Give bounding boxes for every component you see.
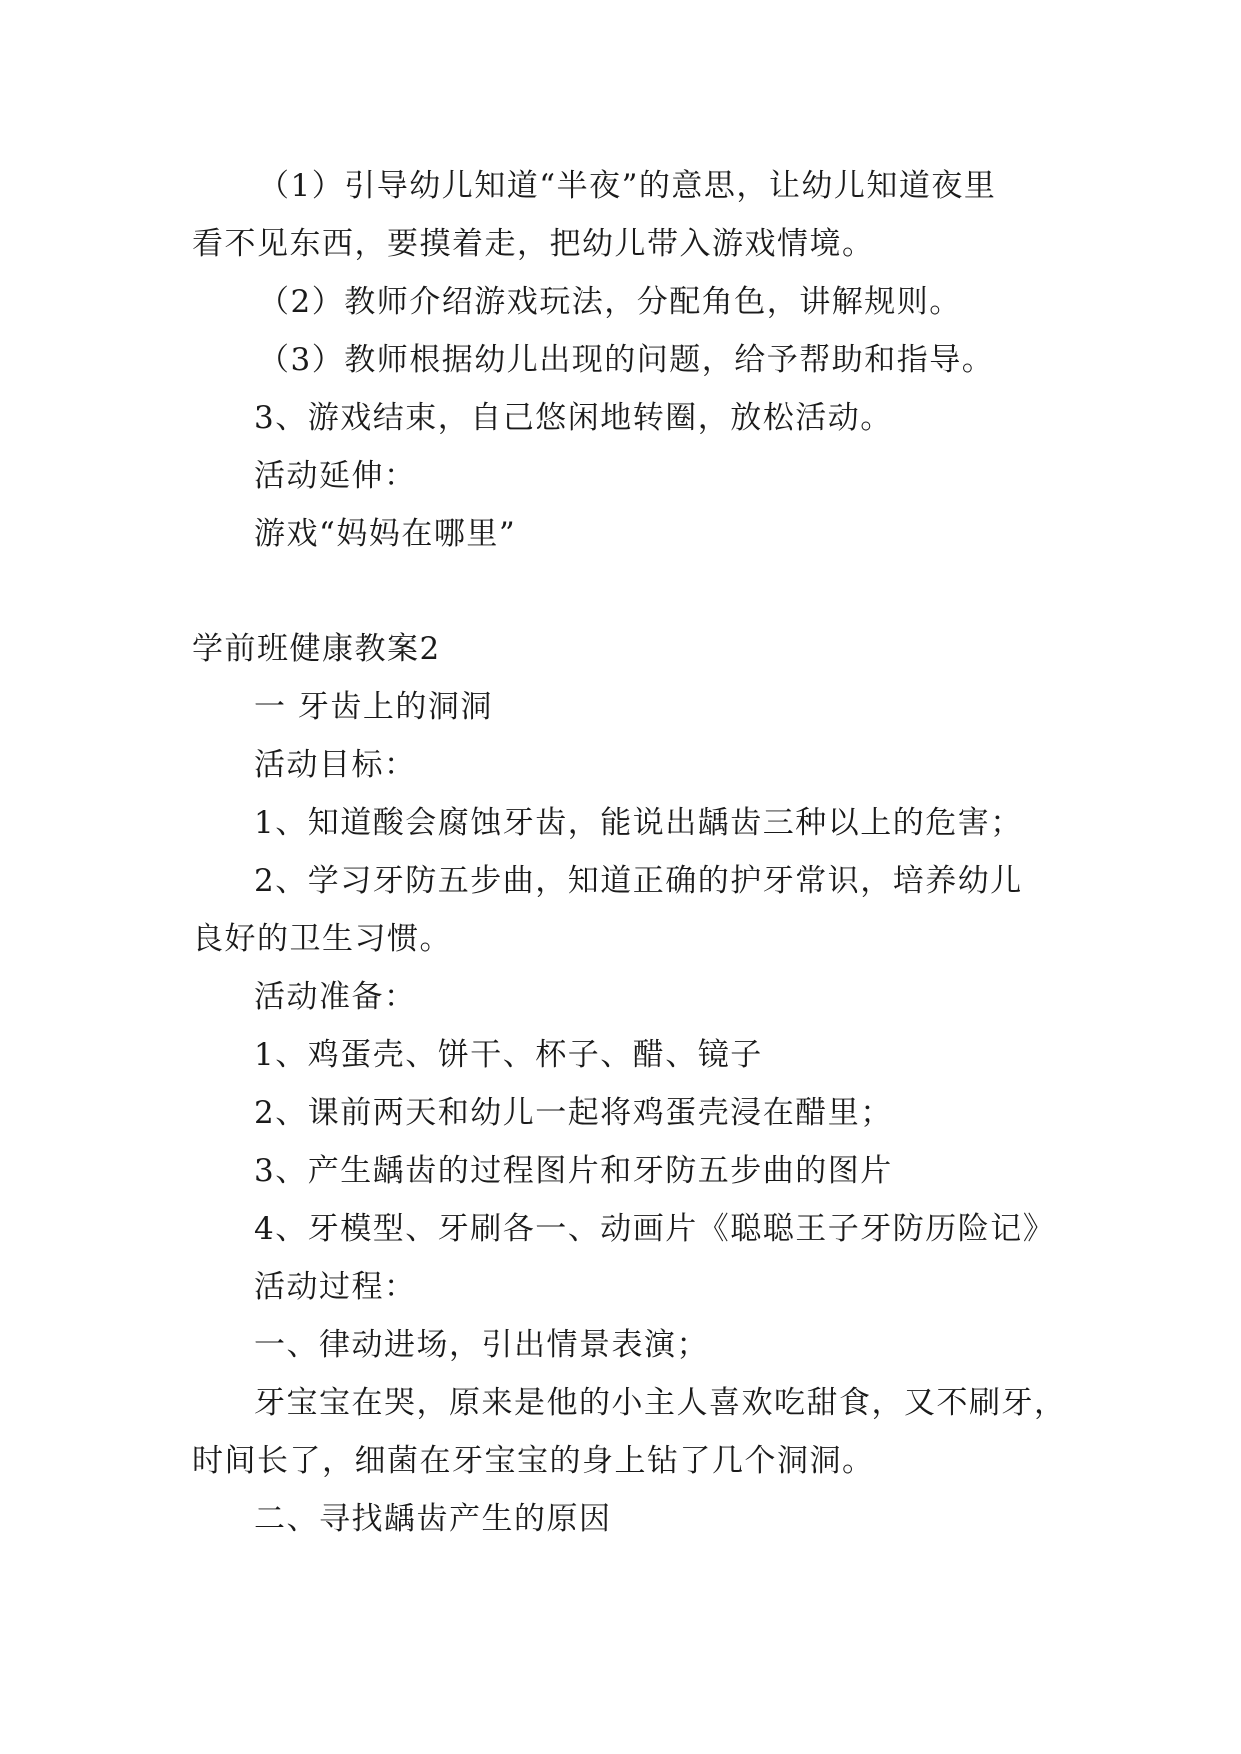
paragraph-line: 2、学习牙防五步曲，知道正确的护牙常识，培养幼儿	[254, 863, 1023, 899]
section-heading: 学前班健康教案2	[192, 631, 441, 667]
paragraph-line: 游戏“妈妈在哪里”	[254, 516, 517, 552]
paragraph-line: 4、牙模型、牙刷各一、动画片《聪聪王子牙防历险记》	[254, 1211, 1056, 1247]
section-label: 活动准备：	[254, 979, 417, 1015]
section-label: 活动延伸：	[254, 458, 417, 494]
paragraph-line: 1、知道酸会腐蚀牙齿，能说出龋齿三种以上的危害；	[254, 805, 1023, 841]
paragraph-line: （3）教师根据幼儿出现的问题，给予帮助和指导。	[258, 342, 995, 378]
paragraph-line: 3、游戏结束，自己悠闲地转圈，放松活动。	[254, 400, 893, 436]
section-label: 活动过程：	[254, 1269, 417, 1305]
paragraph-line: 2、课前两天和幼儿一起将鸡蛋壳浸在醋里；	[254, 1095, 893, 1131]
paragraph-line: 看不见东西，要摸着走，把幼儿带入游戏情境。	[192, 226, 875, 262]
paragraph-line: 二、寻找龋齿产生的原因	[254, 1501, 612, 1537]
paragraph-line: 3、产生龋齿的过程图片和牙防五步曲的图片	[254, 1153, 893, 1189]
paragraph-line: 良好的卫生习惯。	[192, 921, 452, 957]
section-label: 活动目标：	[254, 747, 417, 783]
paragraph-line: 1、鸡蛋壳、饼干、杯子、醋、镜子	[254, 1037, 763, 1073]
paragraph-line: 时间长了，细菌在牙宝宝的身上钻了几个洞洞。	[192, 1443, 875, 1479]
paragraph-line: 牙宝宝在哭，原来是他的小主人喜欢吃甜食，又不刷牙，	[254, 1385, 1067, 1421]
paragraph-line: （2）教师介绍游戏玩法，分配角色，讲解规则。	[258, 284, 962, 320]
paragraph-line: 一、律动进场，引出情景表演；	[254, 1327, 709, 1363]
paragraph-line: （1）引导幼儿知道“半夜”的意思，让幼儿知道夜里	[258, 168, 997, 204]
subtitle-line: 一 牙齿上的洞洞	[254, 689, 493, 725]
